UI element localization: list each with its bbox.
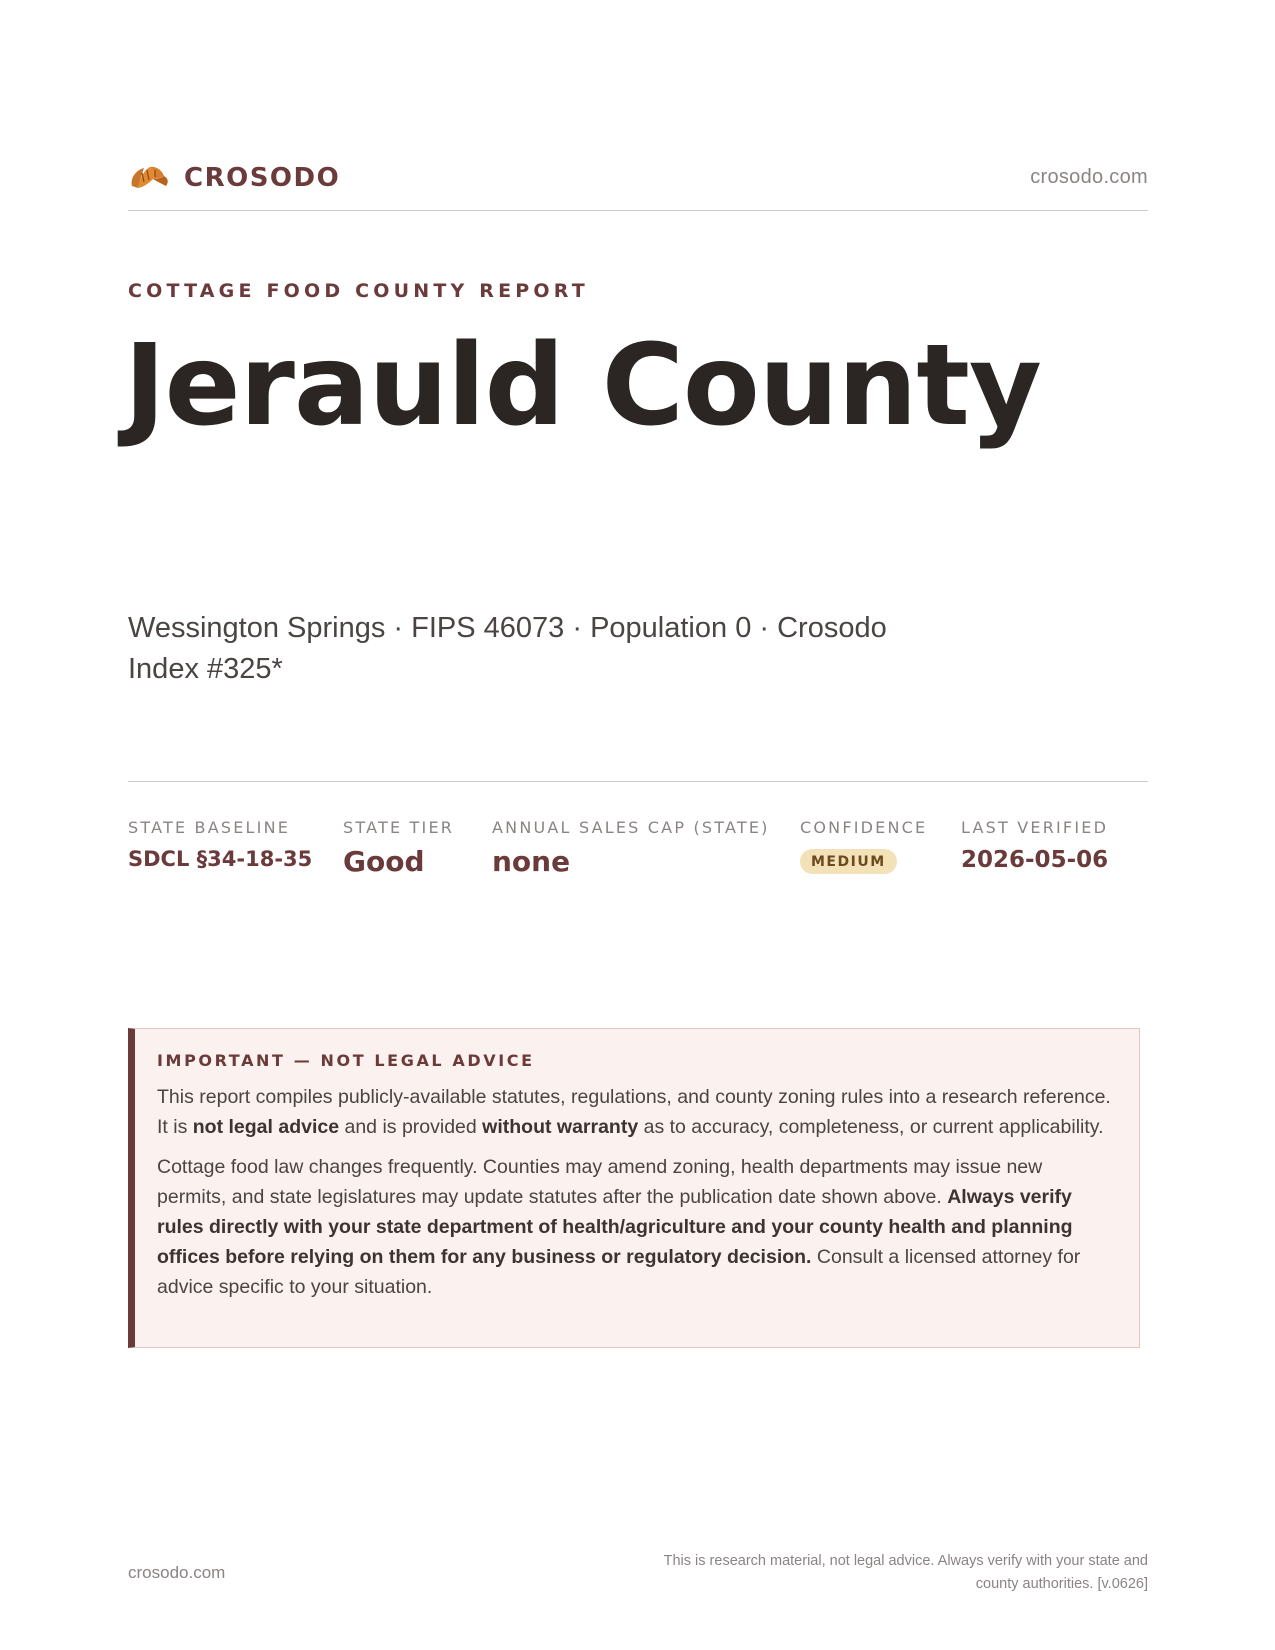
notice-text: Cottage food law changes frequently. Counties may amend zoning, health departments may issue new permits, and state legislatures may update statutes after the publication date shown above. <box>157 1156 1043 1208</box>
stat-label: CONFIDENCE <box>800 818 928 837</box>
notice-emphasis: Always verify rules directly with your state department of health/agriculture and your county health and planning offices before relying on them for any business or regulatory decision. <box>157 1186 1073 1268</box>
stat-confidence <box>800 818 927 874</box>
stat-last-verified <box>961 818 1108 873</box>
stat-label: STATE BASELINE <box>128 818 291 837</box>
footer-disclaimer: This is research material, not legal advice. Always verify with your state and county authorities. [v.0626] <box>663 1553 1148 1592</box>
stat-state-baseline <box>128 818 312 871</box>
stat-value: none <box>492 845 571 878</box>
notice-text: and is provided <box>339 1116 483 1138</box>
brand <box>128 160 340 196</box>
notice-paragraph-2 <box>157 1152 1115 1302</box>
footer-site-url[interactable]: crosodo.com <box>128 1563 226 1582</box>
notice-text: as to accuracy, completeness, or current applicability. <box>638 1116 1104 1138</box>
croissant-icon <box>128 160 170 196</box>
notice-emphasis: without warranty <box>482 1116 639 1138</box>
stat-annual-sales-cap <box>492 818 770 878</box>
notice-emphasis: not legal advice <box>192 1116 340 1138</box>
stat-label: LAST VERIFIED <box>961 818 1109 837</box>
stat-value: SDCL §34-18-35 <box>128 847 313 871</box>
notice-paragraph-1 <box>157 1082 1115 1142</box>
stats-divider <box>128 781 1148 782</box>
stat-label: STATE TIER <box>343 818 455 837</box>
report-eyebrow: COTTAGE FOOD COUNTY REPORT <box>128 280 589 302</box>
county-subtitle: Wessington Springs · FIPS 46073 · Population 0 · Crosodo Index #325* <box>128 612 887 685</box>
stat-state-tier <box>343 818 454 878</box>
notice-title: IMPORTANT — NOT LEGAL ADVICE <box>157 1051 535 1070</box>
report-page <box>124 0 1148 1650</box>
stat-value: Good <box>343 845 425 878</box>
header-site-url[interactable]: crosodo.com <box>1030 166 1148 188</box>
confidence-badge: MEDIUM <box>800 849 897 874</box>
brand-name: CROSODO <box>184 163 341 193</box>
notice-text: Consult a licensed attorney for advice specific to your situation. <box>157 1246 1081 1298</box>
legal-notice <box>128 1028 1140 1348</box>
county-title: Jerauld County <box>124 321 1041 451</box>
stat-value: 2026-05-06 <box>961 847 1109 873</box>
notice-text: This report compiles publicly-available statutes, regulations, and county zoning rules into a research reference. It is <box>157 1086 1111 1138</box>
page-header <box>128 160 1148 211</box>
stat-label: ANNUAL SALES CAP (STATE) <box>492 818 770 837</box>
